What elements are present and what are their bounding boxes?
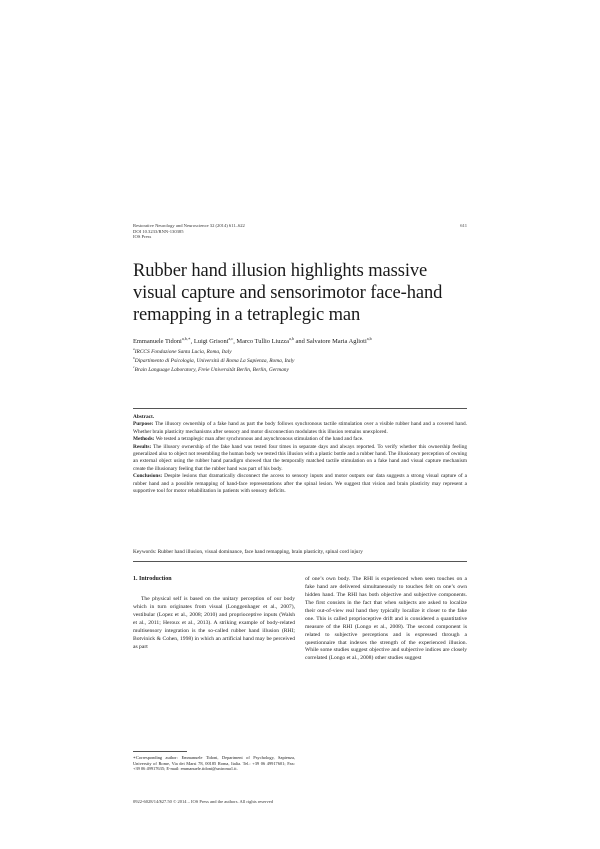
affiliation: $^b$Dipartimento di Psicologia, Università di Roma La Sapienza, Roma, Italy	[133, 356, 295, 364]
journal-line: DOI 10.3233/RNN-130385	[133, 228, 184, 234]
abstract-heading: Abstract.	[133, 414, 155, 420]
author: Luigi Grisoni$^{a,c}$,	[193, 335, 237, 345]
abstract-results: Results: The illusory ownership of the fake hand was tested four times in separate days and always reported. To verify whether this ownership feeling generalized also to object not resembling the human body we tested this illusion with a plastic bottle and a rubber hand. The illusionary perception of owning an external object using the rubber hand paradigm showed that the temporally matched tactile stimulation on a fake hand and visual capture mechanism create the illusionary feeling that the rubber hand was part of his body.	[133, 443, 467, 472]
paper-title: Rubber hand illusion highlights massive visual capture and sensorimotor face-hand remapping in a tetraplegic man	[133, 261, 443, 325]
footnote-rule	[133, 751, 187, 752]
abstract	[133, 414, 467, 495]
section-heading: 1. Introduction	[133, 576, 172, 582]
intro-paragraph-continued: of one’s own body. The RHI is experienced when seen touches on a fake hand are delivered simultaneously to touches felt on one’s own hidden hand. The RHI has both objective and subjective components. The first consists in the fact that when subjects are asked to localize their out-of-view real hand they typically localize it closer to the fake one. This is called proprioceptive drift and is considered a quantitative measure of the RHI (Longo et al., 2008). The second component is related to subjective perceptions and is expressed through a questionnaire that indexes the strength of the experienced illusion. While some studies suggest objective and subjective indices are closely correlated (Longo et al., 2008) other studies suggest	[305, 576, 467, 662]
abstract-purpose: Purpose: The illusory ownership of a fake hand as part the body follows synchronous tactile stimulation over a visible rubber hand and a covered hand. Whether brain plasticity mechanisms after sensory and motor disconnection modulates this illusion remains unexplored.	[133, 421, 467, 435]
author: Emmanuele Tidoni$^{a,b,∗}$,	[133, 335, 194, 345]
journal-header	[133, 223, 245, 240]
abstract-bottom-rule	[133, 561, 467, 562]
body-column-left	[133, 576, 295, 652]
keywords: Keywords: Rubber hand illusion, visual dominance, face hand remapping, brain plasticity, spinal cord injury	[133, 549, 363, 555]
page-number: 611	[460, 223, 467, 228]
corresponding-author-footnote: ∗Corresponding author: Emmanuele Tidoni, Department of Psychology, Sapienza, University of Rome, Via dei Marsi 78, 00185 Roma, Italia. Tel.: +39 06 49917601; Fax: +39 06 49917635; E-mail: emmanuele.tidoni@uniroma1.it.	[133, 755, 295, 772]
copyright-footer: 0922-6028/14/$27.50 © 2014 – IOS Press and the authors. All rights reserved	[133, 799, 274, 804]
abstract-conclusions: Conclusions: Despite lesions that dramatically disconnect the access to sensory inputs and motor outputs our data suggests a strong visual capture of a rubber hand and a possible remapping of hand-face representations after the spinal lesion. We suggest that vision and brain plasticity may represent a supportive tool for motor rehabilitation in patients with sensory deficits.	[133, 473, 467, 495]
author-list	[133, 335, 372, 346]
journal-line: Restorative Neurology and Neuroscience 32 (2014) 611–622	[133, 223, 245, 228]
abstract-top-rule	[133, 408, 467, 409]
intro-paragraph: The physical self is based on the unitary perception of our body which in turn originates from visual (Longgenhager et al., 2007), vestibular (Lopez et al., 2008; 2010) and proprioceptive inputs (Walsh et al., 2011; Heroux et al., 2013). A striking example of body-related multisensory integration is the so-called rubber hand illusion (RHI; Botvinick & Cohen, 1998) in which an artificial hand may be perceived as part	[133, 595, 295, 650]
affiliation: $^a$IRCCS Fondazione Santa Lucia, Roma, Italy	[133, 347, 232, 355]
abstract-methods: Methods: We tested a tetraplegic man after synchronous and asynchronous stimulation of the hand and face.	[133, 436, 364, 443]
author: Salvatore Maria Aglioti$^{a,b}$	[306, 335, 372, 345]
author: Marco Tullio Liuzza$^{a,b}$ and	[236, 335, 307, 345]
affiliation: $^c$Brain Language Laboratory, Freie Universität Berlin, Berlin, Germany	[133, 364, 289, 373]
affiliation-list	[133, 348, 294, 374]
journal-line: IOS Press	[133, 234, 152, 240]
body-column-right	[305, 576, 467, 663]
